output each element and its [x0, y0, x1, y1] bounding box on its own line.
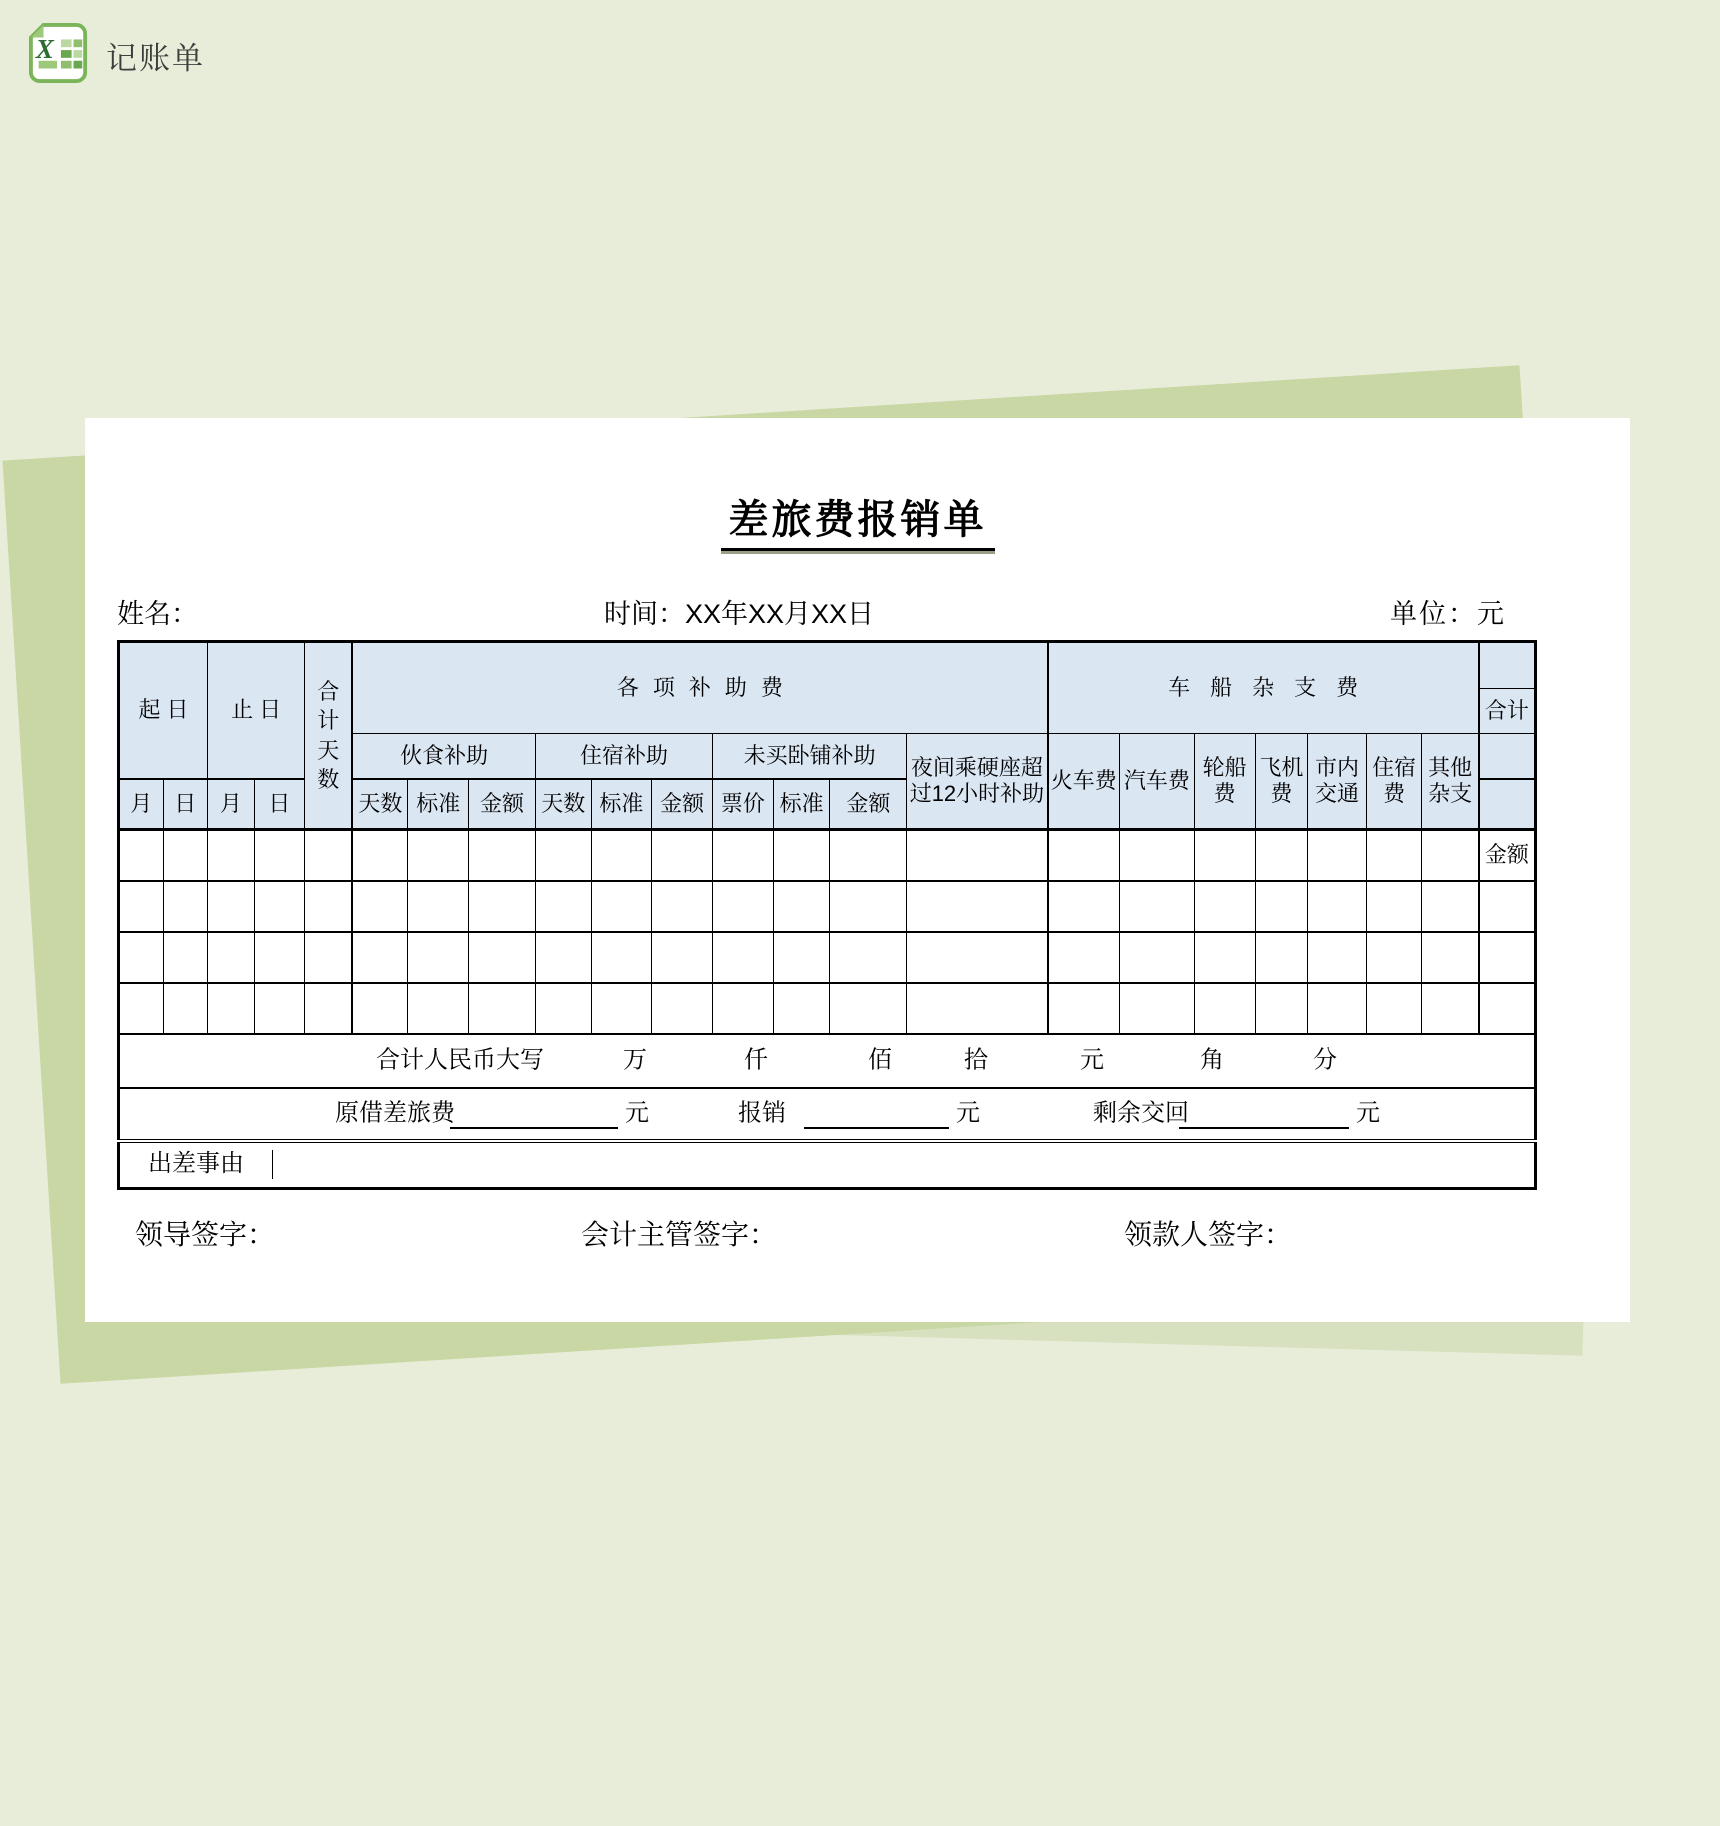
- yuan-label: 元: [1356, 1099, 1380, 1127]
- brand-header: [28, 22, 205, 89]
- reimburse-blank-line: [804, 1099, 949, 1129]
- yuan-label: 元: [625, 1099, 649, 1127]
- digit-fen: 分: [1313, 1046, 1337, 1074]
- digit-shi: 拾: [964, 1046, 988, 1074]
- time-label: 时间：XX年XX月XX日: [604, 599, 875, 629]
- header-ticket-price: 票价: [713, 779, 774, 830]
- refund-blank-line: [1179, 1099, 1349, 1129]
- reimburse-label: 报销: [738, 1099, 786, 1127]
- header-start-date: 起日: [119, 642, 208, 779]
- digit-bai: 佰: [868, 1046, 892, 1074]
- chief-accountant-signature-label: 会计主管签字：: [581, 1219, 778, 1250]
- header-day: 日: [163, 779, 208, 830]
- form-title: 差旅费报销单: [85, 488, 1630, 551]
- header-month: 月: [119, 779, 164, 830]
- form-meta-row: [85, 592, 1630, 628]
- trip-reason-label: 出差事由: [120, 1150, 273, 1179]
- header-plane-fee: 飞机费: [1255, 734, 1308, 830]
- header-days: 天数: [352, 779, 408, 830]
- header-total-spacer: [1479, 642, 1536, 689]
- refund-label: 剩余交回: [1093, 1099, 1189, 1127]
- app-title: 记账单: [106, 41, 205, 76]
- borrowed-blank-line: [450, 1099, 618, 1129]
- unit-label: 单位：元: [1390, 599, 1506, 629]
- header-amount: 金额: [469, 779, 536, 830]
- header-night-seat-subsidy: 夜间乘硬座超过12小时补助: [907, 734, 1048, 830]
- trip-reason-row: [119, 1141, 1536, 1189]
- header-amount: 金额: [830, 779, 907, 830]
- table-row: [119, 983, 1536, 1034]
- digit-qian: 仟: [744, 1046, 768, 1074]
- header-train-fee: 火车费: [1048, 734, 1120, 830]
- header-meal-subsidy: 伙食补助: [352, 734, 535, 779]
- header-no-sleeper-subsidy: 未买卧铺补助: [713, 734, 907, 779]
- header-days: 天数: [535, 779, 591, 830]
- expense-table: [117, 640, 1537, 1190]
- header-total: 合计: [1479, 689, 1536, 734]
- header-total-spacer: [1479, 779, 1536, 830]
- header-total-spacer: [1479, 734, 1536, 779]
- header-bus-fee: 汽车费: [1119, 734, 1194, 830]
- yuan-label: 元: [956, 1099, 980, 1127]
- table-row: [119, 881, 1536, 932]
- header-standard: 标准: [591, 779, 652, 830]
- borrowed-settlement-row: [119, 1088, 1536, 1141]
- table-row: [119, 830, 1536, 881]
- reimbursement-form-card: [85, 418, 1630, 1322]
- digit-jiao: 角: [1200, 1046, 1224, 1074]
- signature-row: [85, 1213, 1630, 1249]
- payee-signature-label: 领款人签字：: [1124, 1219, 1293, 1250]
- total-amount-label: 金额: [1479, 830, 1536, 881]
- header-amount: 金额: [652, 779, 713, 830]
- digit-wan: 万: [623, 1046, 647, 1074]
- header-standard: 标准: [773, 779, 830, 830]
- borrowed-label: 原借差旅费: [335, 1099, 455, 1127]
- header-month: 月: [208, 779, 255, 830]
- svg-text:X: X: [35, 33, 54, 64]
- name-label: 姓名：: [117, 599, 198, 629]
- words-label: 合计人民币大写: [376, 1046, 544, 1074]
- digit-yuan: 元: [1080, 1046, 1104, 1074]
- excel-icon: [28, 22, 90, 89]
- header-end-date: 止日: [208, 642, 305, 779]
- table-row: [119, 932, 1536, 983]
- trip-reason-field: [273, 1150, 1534, 1179]
- header-other-misc: 其他杂支: [1422, 734, 1479, 830]
- header-vehicle-group: 车船杂支费: [1048, 642, 1479, 734]
- header-total-days: 合计天数: [305, 642, 353, 830]
- header-subsidy-group: 各项补助费: [352, 642, 1047, 734]
- header-ship-fee: 轮船费: [1194, 734, 1255, 830]
- header-standard: 标准: [408, 779, 469, 830]
- amount-in-words-row: [119, 1034, 1536, 1088]
- header-hotel-fee: 住宿费: [1366, 734, 1422, 830]
- header-city-transport: 市内交通: [1308, 734, 1367, 830]
- header-lodging-subsidy: 住宿补助: [535, 734, 712, 779]
- header-day: 日: [254, 779, 305, 830]
- leader-signature-label: 领导签字：: [135, 1219, 276, 1250]
